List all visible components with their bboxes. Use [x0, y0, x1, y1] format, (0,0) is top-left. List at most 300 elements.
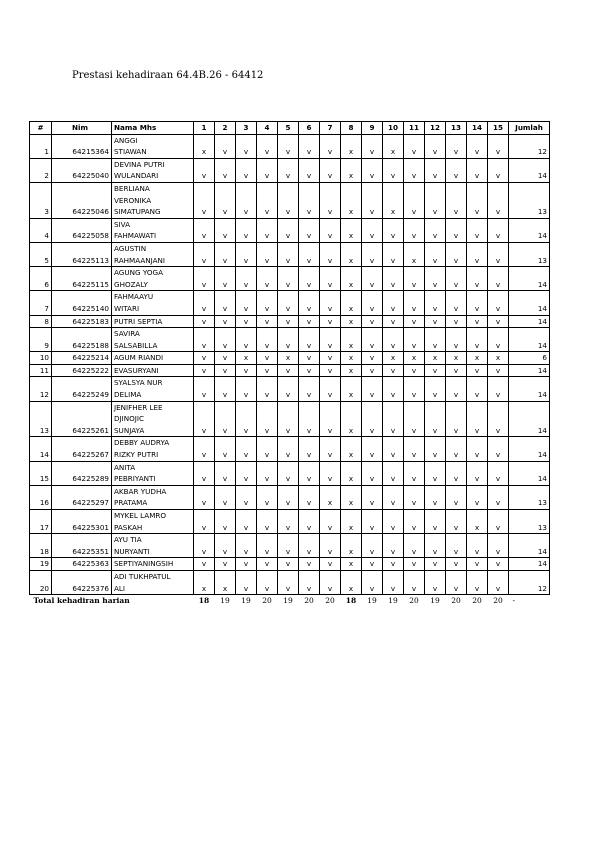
attendance-mark: v	[278, 485, 299, 509]
attendance-mark: v	[467, 401, 488, 437]
attendance-mark: v	[362, 437, 383, 461]
attendance-mark: v	[215, 377, 236, 401]
attendance-mark: x	[425, 352, 446, 365]
attendance-mark: x	[341, 352, 362, 365]
attendance-mark: v	[236, 267, 257, 291]
header-session: 8	[341, 122, 362, 135]
student-name-line: SIVA	[114, 219, 131, 229]
attendance-mark: v	[446, 510, 467, 534]
student-name-line: ALI	[114, 583, 126, 593]
summary-row	[30, 595, 550, 607]
header-session: 3	[236, 122, 257, 135]
attendance-mark: v	[404, 401, 425, 437]
attendance-mark: v	[278, 534, 299, 558]
student-name-line: DELIMA	[114, 390, 142, 400]
attendance-mark: v	[299, 352, 320, 365]
attendance-mark: v	[425, 328, 446, 352]
attendance-mark: v	[320, 377, 341, 401]
attendance-mark: x	[341, 510, 362, 534]
attendance-mark: v	[425, 558, 446, 571]
attendance-mark: v	[236, 534, 257, 558]
student-name-line: AGUM RIANDI	[114, 353, 164, 363]
attendance-mark: x	[404, 242, 425, 266]
attendance-mark: v	[467, 242, 488, 266]
attendance-mark: v	[215, 352, 236, 365]
attendance-mark: v	[467, 182, 488, 218]
attendance-mark: v	[488, 182, 509, 218]
attendance-mark: x	[467, 510, 488, 534]
student-name-line: AYU TIA	[114, 535, 142, 545]
student-nim: 64225249	[52, 377, 112, 401]
table-row	[30, 328, 550, 352]
attendance-mark: v	[215, 182, 236, 218]
row-number: 3	[30, 182, 52, 218]
attendance-mark: v	[488, 401, 509, 437]
row-number: 16	[30, 485, 52, 509]
student-name-line: EVASURYANI	[114, 365, 159, 375]
attendance-mark: v	[467, 218, 488, 242]
attendance-mark: x	[341, 182, 362, 218]
row-number: 17	[30, 510, 52, 534]
attendance-mark: x	[278, 352, 299, 365]
attendance-mark: v	[236, 461, 257, 485]
attendance-mark: v	[488, 291, 509, 315]
attendance-mark: v	[446, 461, 467, 485]
student-nim: 64225301	[52, 510, 112, 534]
daily-total: 19	[388, 596, 398, 606]
attendance-mark: v	[215, 461, 236, 485]
student-name	[112, 134, 194, 158]
header-name: Nama Mhs	[112, 122, 194, 135]
student-name-line: BERLIANA	[114, 183, 150, 193]
attendance-mark: v	[257, 242, 278, 266]
attendance-mark: v	[236, 291, 257, 315]
attendance-mark: v	[215, 158, 236, 182]
student-name	[112, 401, 194, 437]
attendance-mark: v	[446, 401, 467, 437]
attendance-mark: v	[362, 510, 383, 534]
student-name	[112, 534, 194, 558]
row-number: 14	[30, 437, 52, 461]
attendance-mark: v	[194, 352, 215, 365]
table-row	[30, 315, 550, 328]
row-number: 11	[30, 364, 52, 377]
attendance-mark: v	[194, 534, 215, 558]
row-number: 6	[30, 267, 52, 291]
attendance-mark: x	[320, 485, 341, 509]
student-name	[112, 267, 194, 291]
attendance-mark: v	[299, 534, 320, 558]
attendance-mark: v	[278, 315, 299, 328]
attendance-mark: x	[341, 485, 362, 509]
row-number: 8	[30, 315, 52, 328]
attendance-mark: v	[362, 364, 383, 377]
attendance-mark: v	[278, 291, 299, 315]
attendance-mark: v	[299, 510, 320, 534]
student-name-line: SAVIRA	[114, 329, 140, 339]
attendance-mark: v	[425, 364, 446, 377]
attendance-mark: x	[404, 352, 425, 365]
header-session: 10	[383, 122, 404, 135]
daily-total: 19	[283, 596, 293, 606]
attendance-mark: v	[488, 570, 509, 594]
attendance-mark: v	[320, 315, 341, 328]
student-name-line: STIAWAN	[114, 147, 147, 157]
student-nim: 64225222	[52, 364, 112, 377]
header-session: 4	[257, 122, 278, 135]
attendance-mark: v	[362, 461, 383, 485]
attendance-mark: v	[320, 291, 341, 315]
attendance-mark: v	[404, 364, 425, 377]
attendance-mark: v	[299, 570, 320, 594]
attendance-mark: v	[299, 291, 320, 315]
attendance-mark: v	[194, 401, 215, 437]
attendance-mark: v	[320, 461, 341, 485]
attendance-mark: v	[236, 437, 257, 461]
attendance-mark: x	[383, 182, 404, 218]
attendance-mark: v	[404, 182, 425, 218]
attendance-mark: v	[404, 328, 425, 352]
attendance-mark: v	[383, 485, 404, 509]
attendance-mark: v	[278, 364, 299, 377]
attendance-mark: v	[467, 558, 488, 571]
attendance-mark: v	[194, 158, 215, 182]
attendance-mark: v	[194, 364, 215, 377]
attendance-total: 14	[509, 158, 550, 182]
attendance-mark: v	[278, 218, 299, 242]
student-name-line: AGUNG YOGA	[114, 268, 163, 278]
attendance-mark: v	[425, 510, 446, 534]
student-name	[112, 315, 194, 328]
attendance-total: 14	[509, 377, 550, 401]
attendance-total: 14	[509, 218, 550, 242]
attendance-mark: v	[257, 218, 278, 242]
student-nim: 64225188	[52, 328, 112, 352]
attendance-mark: v	[278, 242, 299, 266]
attendance-mark: v	[257, 461, 278, 485]
attendance-mark: v	[383, 401, 404, 437]
attendance-mark: v	[446, 291, 467, 315]
student-name-line: ANITA	[114, 462, 136, 472]
table-row	[30, 558, 550, 571]
attendance-mark: v	[236, 242, 257, 266]
attendance-mark: x	[194, 570, 215, 594]
attendance-total: 13	[509, 182, 550, 218]
attendance-mark: x	[341, 558, 362, 571]
attendance-mark: v	[446, 534, 467, 558]
header-session: 14	[467, 122, 488, 135]
summary-total: -	[512, 596, 516, 606]
attendance-total: 13	[509, 485, 550, 509]
student-nim: 64225040	[52, 158, 112, 182]
table-row	[30, 242, 550, 266]
student-name-line: DEBBY AUDRYA	[114, 438, 170, 448]
attendance-mark: v	[215, 315, 236, 328]
attendance-mark: v	[236, 158, 257, 182]
attendance-mark: v	[425, 267, 446, 291]
attendance-mark: v	[362, 570, 383, 594]
attendance-mark: v	[362, 158, 383, 182]
attendance-total: 14	[509, 437, 550, 461]
attendance-mark: v	[425, 134, 446, 158]
attendance-mark: v	[362, 182, 383, 218]
attendance-mark: v	[446, 437, 467, 461]
attendance-mark: v	[257, 485, 278, 509]
daily-total: 20	[409, 596, 419, 606]
attendance-mark: v	[278, 401, 299, 437]
attendance-mark: v	[236, 315, 257, 328]
student-name-line: ANGGI	[114, 135, 138, 145]
attendance-mark: v	[446, 570, 467, 594]
attendance-mark: x	[341, 218, 362, 242]
attendance-mark: x	[383, 352, 404, 365]
header-session: 12	[425, 122, 446, 135]
daily-total: 18	[345, 596, 357, 606]
table-row	[30, 534, 550, 558]
attendance-mark: v	[404, 570, 425, 594]
daily-total: 20	[451, 596, 461, 606]
header-session: 9	[362, 122, 383, 135]
attendance-mark: v	[320, 328, 341, 352]
attendance-mark: x	[488, 352, 509, 365]
attendance-mark: v	[488, 364, 509, 377]
daily-total: 20	[304, 596, 314, 606]
table-row	[30, 267, 550, 291]
attendance-mark: v	[236, 510, 257, 534]
attendance-mark: v	[320, 242, 341, 266]
attendance-mark: v	[299, 377, 320, 401]
attendance-mark: v	[446, 218, 467, 242]
daily-total: 18	[198, 596, 210, 606]
attendance-mark: v	[194, 242, 215, 266]
attendance-mark: v	[467, 534, 488, 558]
header-total: Jumlah	[509, 122, 550, 135]
student-name-line: SIMATUPANG	[114, 207, 161, 217]
student-name	[112, 461, 194, 485]
attendance-mark: v	[299, 558, 320, 571]
attendance-mark: v	[320, 437, 341, 461]
daily-total: 19	[241, 596, 251, 606]
header-session: 2	[215, 122, 236, 135]
attendance-mark: v	[257, 352, 278, 365]
attendance-mark: v	[383, 377, 404, 401]
student-name	[112, 510, 194, 534]
attendance-mark: x	[341, 328, 362, 352]
attendance-mark: v	[383, 534, 404, 558]
attendance-total: 14	[509, 328, 550, 352]
student-name	[112, 242, 194, 266]
attendance-mark: v	[383, 242, 404, 266]
student-nim: 64225214	[52, 352, 112, 365]
attendance-mark: v	[362, 485, 383, 509]
daily-total: 19	[220, 596, 230, 606]
attendance-mark: v	[257, 315, 278, 328]
attendance-mark: v	[299, 158, 320, 182]
attendance-mark: v	[404, 291, 425, 315]
attendance-mark: v	[404, 134, 425, 158]
attendance-mark: v	[320, 182, 341, 218]
attendance-mark: v	[236, 182, 257, 218]
attendance-mark: v	[488, 377, 509, 401]
attendance-total: 14	[509, 401, 550, 437]
header-session: 15	[488, 122, 509, 135]
table-row	[30, 291, 550, 315]
attendance-mark: x	[341, 461, 362, 485]
attendance-mark: v	[215, 267, 236, 291]
row-number: 5	[30, 242, 52, 266]
attendance-mark: v	[425, 158, 446, 182]
attendance-mark: v	[425, 182, 446, 218]
attendance-mark: v	[446, 558, 467, 571]
student-name-line: PRATAMA	[114, 498, 148, 508]
student-nim: 64225363	[52, 558, 112, 571]
attendance-mark: v	[425, 437, 446, 461]
table-row	[30, 570, 550, 594]
attendance-mark: v	[257, 182, 278, 218]
row-number: 20	[30, 570, 52, 594]
attendance-total: 12	[509, 134, 550, 158]
student-nim: 64215364	[52, 134, 112, 158]
attendance-mark: v	[467, 461, 488, 485]
student-name	[112, 218, 194, 242]
attendance-mark: v	[299, 401, 320, 437]
student-name	[112, 182, 194, 218]
row-number: 12	[30, 377, 52, 401]
row-number: 7	[30, 291, 52, 315]
student-name	[112, 437, 194, 461]
attendance-mark: v	[299, 267, 320, 291]
attendance-total: 14	[509, 267, 550, 291]
attendance-mark: v	[215, 242, 236, 266]
attendance-mark: v	[362, 534, 383, 558]
attendance-mark: v	[383, 510, 404, 534]
attendance-mark: v	[404, 437, 425, 461]
table-row	[30, 377, 550, 401]
attendance-mark: v	[236, 134, 257, 158]
attendance-mark: v	[194, 291, 215, 315]
header-row	[30, 122, 550, 135]
attendance-mark: v	[257, 570, 278, 594]
attendance-mark: v	[404, 158, 425, 182]
daily-total: 20	[472, 596, 482, 606]
daily-total: 19	[367, 596, 377, 606]
student-name-line: MYKEL LAMRO	[114, 511, 167, 520]
attendance-mark: v	[425, 461, 446, 485]
attendance-mark: v	[278, 328, 299, 352]
attendance-mark: v	[404, 377, 425, 401]
attendance-mark: v	[320, 352, 341, 365]
row-number: 1	[30, 134, 52, 158]
student-name-line: PUTRI SEPTIA	[114, 316, 163, 326]
row-number: 15	[30, 461, 52, 485]
attendance-mark: v	[194, 437, 215, 461]
attendance-mark: v	[320, 570, 341, 594]
row-number: 10	[30, 352, 52, 365]
attendance-mark: x	[341, 437, 362, 461]
attendance-total: 13	[509, 242, 550, 266]
attendance-mark: v	[488, 558, 509, 571]
attendance-mark: v	[257, 377, 278, 401]
attendance-mark: x	[341, 364, 362, 377]
attendance-total: 14	[509, 291, 550, 315]
attendance-mark: v	[299, 461, 320, 485]
attendance-mark: x	[341, 534, 362, 558]
attendance-mark: v	[362, 218, 383, 242]
student-name	[112, 352, 194, 365]
student-nim: 64225351	[52, 534, 112, 558]
attendance-mark: v	[236, 401, 257, 437]
attendance-mark: v	[257, 510, 278, 534]
table-row	[30, 134, 550, 158]
attendance-mark: v	[383, 328, 404, 352]
attendance-mark: v	[215, 534, 236, 558]
student-name-line: DJINOJIC	[114, 414, 145, 424]
attendance-mark: v	[362, 328, 383, 352]
attendance-mark: v	[257, 328, 278, 352]
student-nim: 64225183	[52, 315, 112, 328]
attendance-mark: v	[236, 218, 257, 242]
attendance-mark: v	[467, 437, 488, 461]
student-name-line: SYALSYA NUR	[114, 378, 163, 388]
student-name-line: VERONIKA	[114, 195, 152, 205]
student-nim: 64225115	[52, 267, 112, 291]
attendance-mark: v	[488, 485, 509, 509]
header-no: #	[30, 122, 52, 135]
attendance-mark: v	[236, 570, 257, 594]
attendance-mark: v	[299, 485, 320, 509]
header-nim: Nim	[52, 122, 112, 135]
attendance-mark: v	[215, 485, 236, 509]
attendance-total: 14	[509, 558, 550, 571]
attendance-mark: x	[236, 352, 257, 365]
attendance-mark: v	[215, 437, 236, 461]
row-number: 13	[30, 401, 52, 437]
attendance-mark: v	[383, 267, 404, 291]
daily-total: 20	[325, 596, 335, 606]
attendance-mark: v	[299, 218, 320, 242]
student-name	[112, 328, 194, 352]
attendance-mark: v	[362, 291, 383, 315]
student-name	[112, 291, 194, 315]
student-name-line: GHOZALY	[114, 279, 148, 289]
attendance-mark: v	[383, 437, 404, 461]
attendance-mark: v	[299, 242, 320, 266]
attendance-mark: v	[467, 291, 488, 315]
attendance-mark: v	[194, 485, 215, 509]
attendance-mark: v	[404, 485, 425, 509]
attendance-mark: x	[341, 267, 362, 291]
attendance-mark: v	[425, 315, 446, 328]
attendance-mark: v	[446, 485, 467, 509]
attendance-mark: v	[194, 218, 215, 242]
attendance-mark: x	[341, 570, 362, 594]
student-name-line: RIZKY PUTRI	[114, 450, 159, 460]
attendance-mark: v	[215, 134, 236, 158]
student-nim: 64225058	[52, 218, 112, 242]
attendance-mark: v	[362, 242, 383, 266]
attendance-total: 14	[509, 364, 550, 377]
attendance-mark: v	[236, 485, 257, 509]
attendance-mark: v	[425, 401, 446, 437]
table-row	[30, 364, 550, 377]
attendance-mark: v	[383, 158, 404, 182]
student-name-line: WITARI	[114, 303, 140, 313]
attendance-mark: v	[425, 242, 446, 266]
attendance-mark: v	[194, 328, 215, 352]
attendance-mark: v	[488, 315, 509, 328]
attendance-mark: v	[194, 510, 215, 534]
page-title: Prestasi kehadiraan 64.4B.26 - 64412	[72, 70, 264, 81]
